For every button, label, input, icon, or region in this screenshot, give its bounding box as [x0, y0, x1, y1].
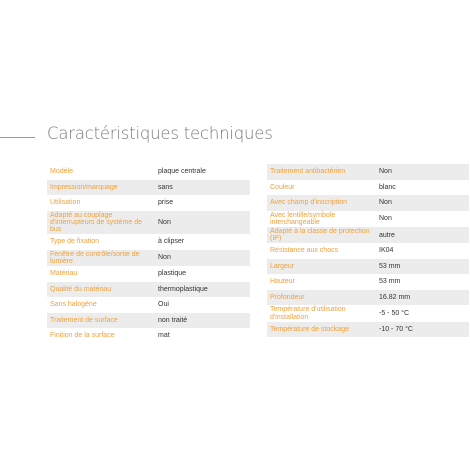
table-row: [47, 234, 250, 250]
decorative-rule: [0, 137, 35, 138]
spec-label: Traitement de surface: [50, 316, 118, 324]
table-row: [267, 164, 469, 180]
spec-value: -5 - 50 °C: [379, 309, 410, 317]
spec-label: Type de fixation: [50, 238, 100, 246]
spec-value: blanc: [379, 183, 396, 191]
spec-value: Non: [158, 218, 171, 226]
table-row: [267, 322, 469, 338]
spec-value: Non: [379, 215, 392, 223]
spec-label: Finition de la surface: [50, 332, 115, 340]
spec-value: Oui: [158, 301, 169, 309]
spec-label: Température de stockage: [270, 325, 349, 333]
spec-value: mat: [158, 332, 170, 340]
spec-value: à clipser: [158, 238, 185, 246]
table-row: [47, 328, 250, 344]
spec-label: Résistance aux chocs: [270, 247, 339, 255]
spec-value: autre: [379, 231, 395, 239]
table-row: [47, 250, 250, 266]
spec-label: Fenêtre de contrôle/sortie de lumière: [50, 250, 140, 265]
spec-value: Non: [158, 254, 171, 262]
spec-label: Sans halogène: [50, 301, 97, 309]
spec-value: sans: [158, 183, 173, 191]
table-row: [267, 243, 469, 259]
page-title: Caractéristiques techniques: [47, 124, 273, 143]
spec-label: Impression/marquage: [50, 183, 118, 191]
spec-label: Largeur: [270, 262, 295, 270]
spec-label: Utilisation: [50, 199, 81, 207]
spec-label: Modèle: [50, 168, 73, 176]
table-row: [47, 313, 250, 329]
spec-label: Adapté au couplage d'interrupteurs de système de bus: [50, 211, 142, 233]
spec-label: Température d'utilisation d'installation: [270, 306, 346, 321]
spec-label: Avec champ d'inscription: [270, 199, 348, 207]
spec-value: IK04: [379, 247, 394, 255]
table-row: [267, 180, 469, 196]
spec-label: Traitement antibactérien: [270, 168, 346, 176]
table-row: [267, 195, 469, 211]
table-row: [47, 282, 250, 298]
table-row: [267, 211, 469, 227]
spec-value: prise: [158, 199, 174, 207]
table-row: [267, 259, 469, 275]
table-row: [267, 227, 469, 243]
spec-label: Adapté à la classe de protection (IP): [270, 227, 370, 243]
table-row: [47, 195, 250, 211]
table-row: [267, 290, 469, 306]
spec-value: 53 mm: [379, 262, 401, 270]
spec-value: -10 - 70 °C: [379, 325, 413, 333]
table-row: [47, 266, 250, 282]
spec-label: Avec lentille/symbole interchangeable: [270, 211, 336, 226]
spec-label: Qualité du matériau: [50, 285, 112, 293]
spec-value: thermoplastique: [158, 285, 208, 293]
table-row: [47, 180, 250, 196]
table-row: [267, 305, 469, 321]
spec-value: Non: [379, 168, 392, 176]
spec-value: non traité: [158, 316, 188, 324]
spec-value: plastique: [158, 270, 187, 278]
specs-table-left: [47, 164, 250, 344]
specs-table-right: [267, 164, 469, 337]
table-row: [47, 164, 250, 180]
spec-label: Matériau: [50, 270, 78, 278]
spec-value: 16.82 mm: [379, 293, 411, 301]
spec-label: Profondeur: [270, 293, 305, 301]
spec-value: 53 mm: [379, 278, 401, 286]
spec-value: Non: [379, 199, 392, 207]
spec-label: Hauteur: [270, 278, 295, 286]
table-row: [267, 274, 469, 290]
table-row: [47, 297, 250, 313]
spec-label: Couleur: [270, 183, 295, 191]
spec-value: plaque centrale: [158, 168, 206, 176]
table-row: [47, 211, 250, 235]
